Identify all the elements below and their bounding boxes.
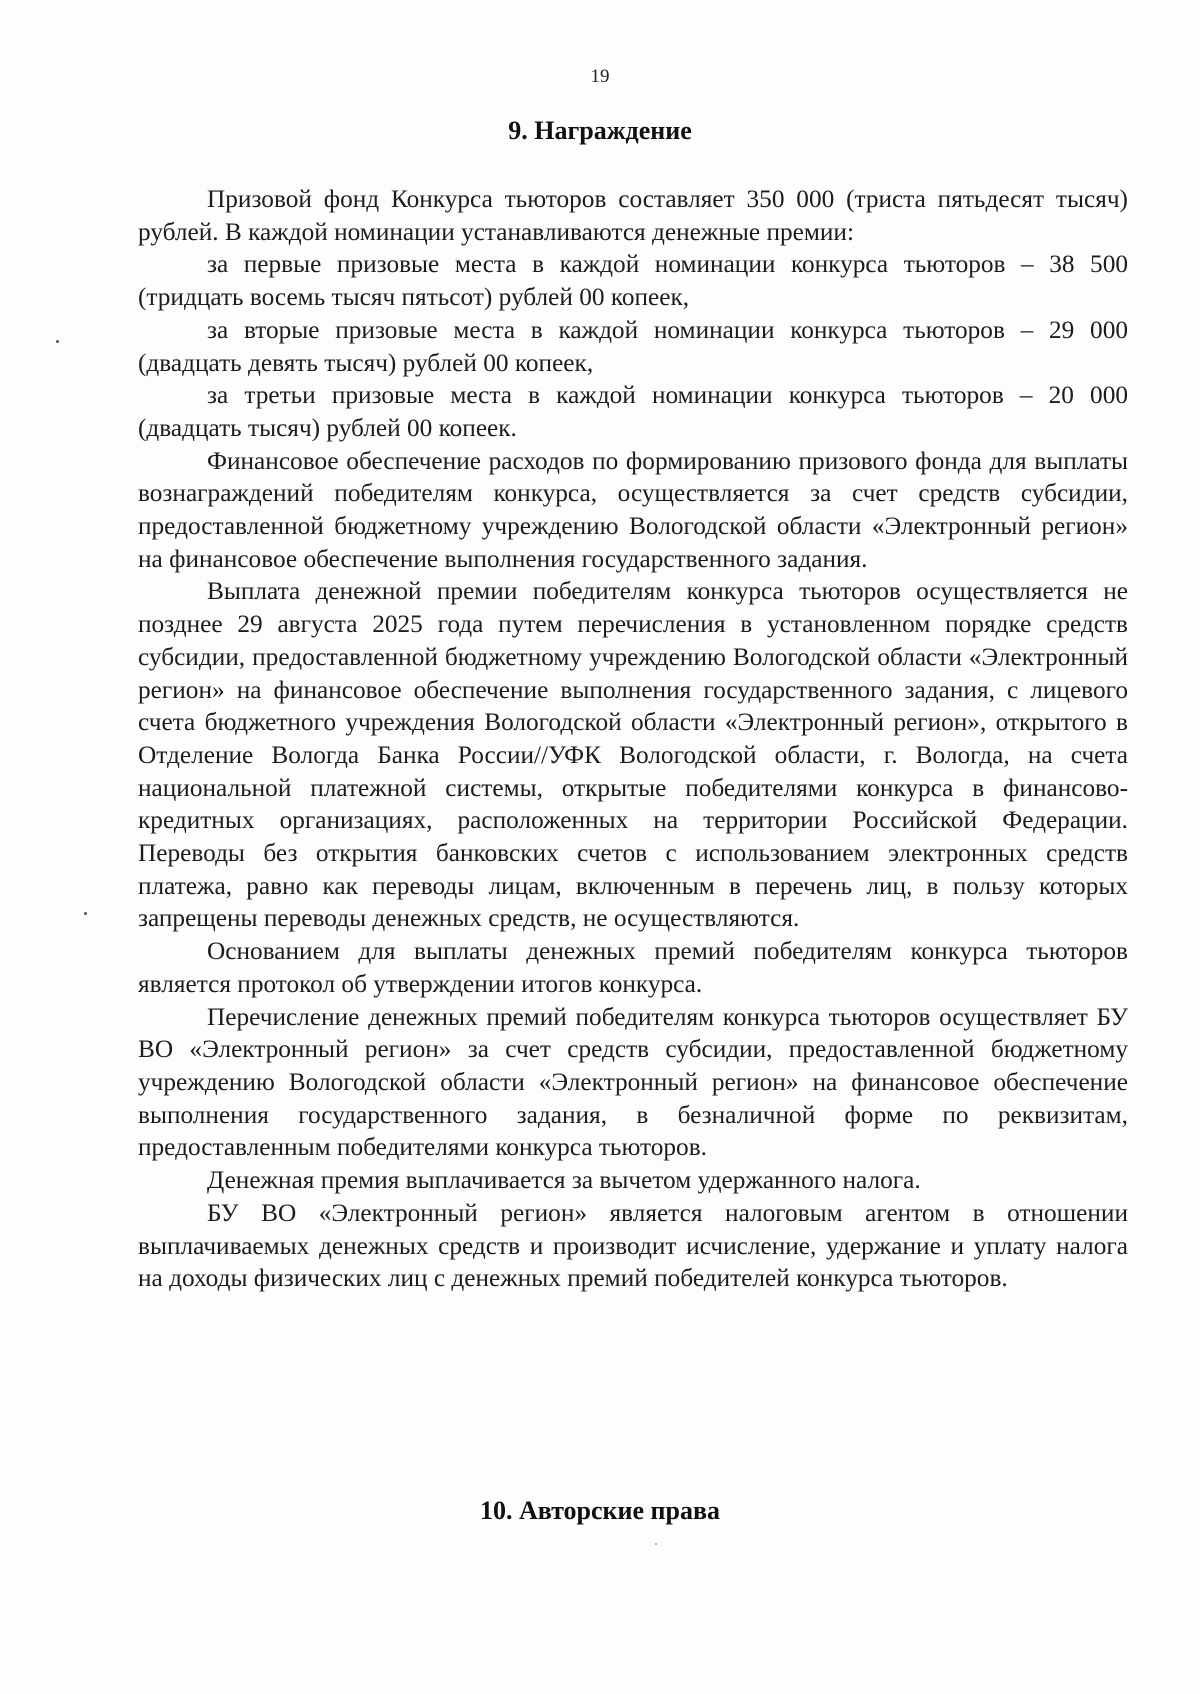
scan-speck [56, 340, 59, 343]
paragraph-tax-agent: БУ ВО «Электронный регион» является налоговым агентом в отношении выплачиваемых денежных средств и производит исчисление, удержание и уплату налога на доходы физических лиц с денежных премий победителей конкурса тьюторов. [138, 1198, 1128, 1293]
scan-speck [655, 1543, 657, 1545]
paragraph-second-place: за вторые призовые места в каждой номинации конкурса тьюторов – 29 000 (двадцать девять тысяч) рублей 00 копеек, [138, 315, 1128, 377]
paragraph-tax-deduction: Денежная премия выплачивается за вычетом удержанного налога. [207, 1166, 921, 1195]
paragraph-payment-basis: Основанием для выплаты денежных премий победителям конкурса тьюторов является протокол об утверждении итогов конкурса. [138, 937, 1128, 998]
paragraph-third-place: за третьи призовые места в каждой номинации конкурса тьюторов – 20 000 (двадцать тысяч) рублей 00 копеек. [138, 381, 1128, 442]
scan-speck [84, 912, 87, 915]
paragraph-transfer: Перечисление денежных премий победителям конкурса тьюторов осуществляет БУ ВО «Электронный регион» за счет средств субсидии, предоставленной бюджетному учреждению Вологодской области «Электронный регион» на финансовое обеспечение выполнения государственного задания, в безналичной форме по реквизитам, предоставленным победителями конкурса тьюторов. [138, 1002, 1128, 1162]
page-number: 19 [590, 66, 610, 87]
section-heading-copyright: 10. Авторские права [479, 1496, 721, 1525]
paragraph-payment-terms: Выплата денежной премии победителям конкурса тьюторов осуществляется не позднее 29 августа 2025 года путем перечисления в установленном порядке средств субсидии, предоставленной бюджетному учреждению Вологодской области «Электронный регион» на финансовое обеспечение выполнения государственного задания, с лицевого счета бюджетного учреждения Вологодской области «Электронный регион», открытого в Отделение Вологда Банка России//УФК Вологодской области, г. Вологда, на счета национальной платежной системы, открытые победителями конкурса в финансово-кредитных организациях, расположенных на территории Российской Федерации. Переводы без открытия банковских счетов с использованием электронных средств платежа, равно как переводы лицам, включенным в перечень лиц, в пользу которых запрещены переводы денежных средств, не осуществляются. [138, 577, 1128, 933]
section-heading-awarding: 9. Награждение [508, 116, 692, 145]
paragraph-first-place: за первые призовые места в каждой номинации конкурса тьюторов – 38 500 (тридцать восемь тысяч пятьсот) рублей 00 копеек, [138, 250, 1128, 312]
section-body [138, 183, 1128, 1295]
paragraph-financing: Финансовое обеспечение расходов по формированию призового фонда для выплаты вознаграждений победителям конкурса, осуществляется за счет средств субсидии, предоставленной бюджетному учреждению Вологодской области «Электронный регион» на финансовое обеспечение выполнения государственного задания. [138, 446, 1128, 573]
paragraph-prize-fund: Призовой фонд Конкурса тьюторов составляет 350 000 (триста пятьдесят тысяч) рублей. В каждой номинации устанавливаются денежные премии: [138, 185, 1128, 246]
